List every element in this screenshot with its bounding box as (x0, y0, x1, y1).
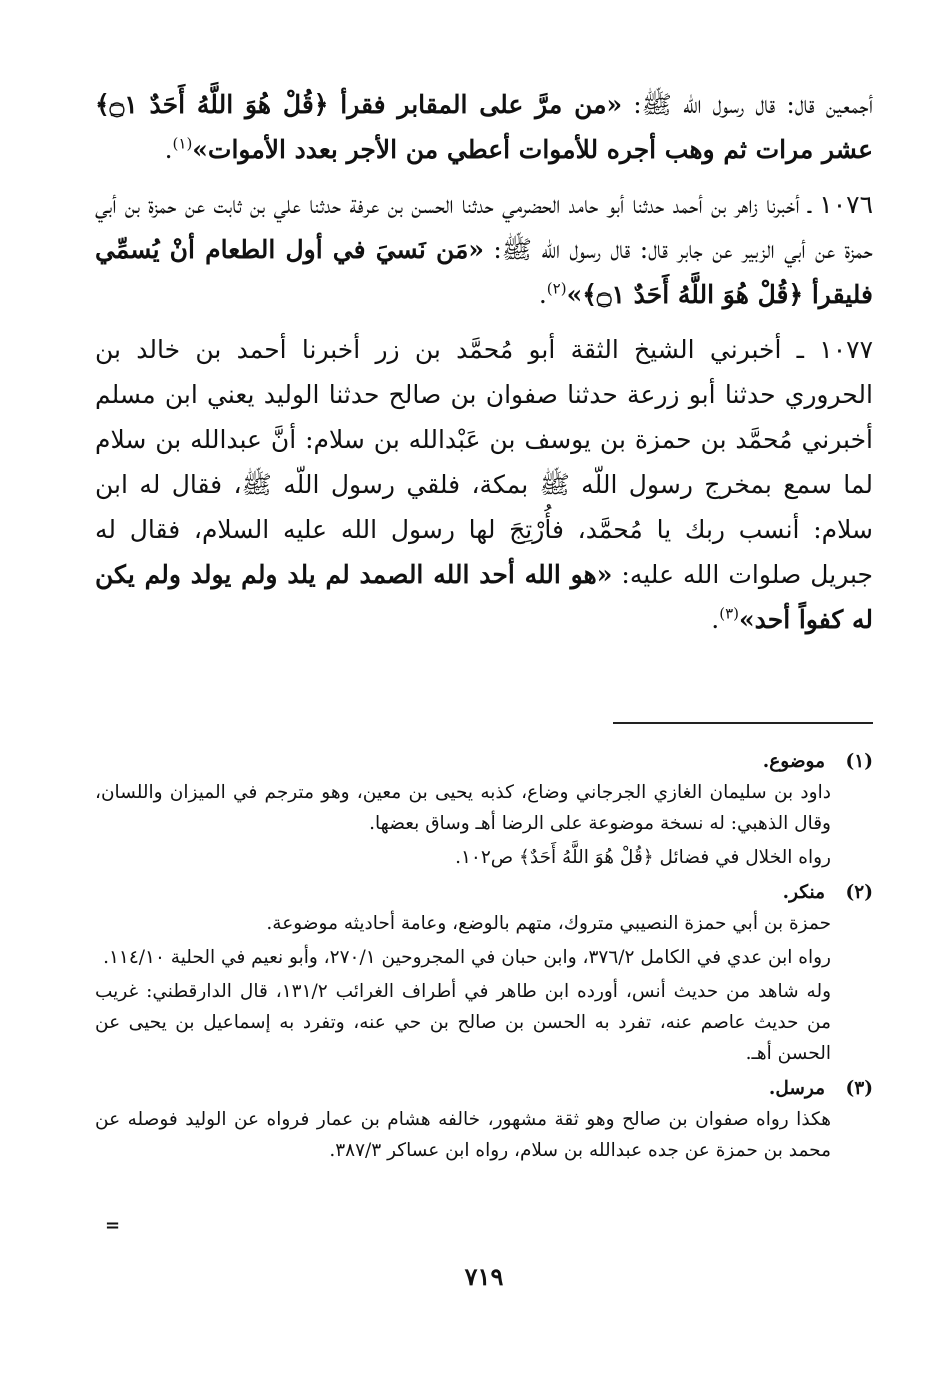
footnotes (95, 742, 873, 1169)
footnote-line: وله شاهد من حديث أنس، أورده ابن طاهر في أطراف الغرائب ١٣١/٢، قال الدارقطني: غريب من حديث عاصم عنه، تفرد به الحسن بن صالح بن حي عنه، وتفرد به إسماعيل بن يحيى عن الحسن أهـ. (95, 981, 832, 1064)
paragraph-1: أجمعين قال: قال رسول اللّه ﷺ: «من مرَّ على المقابر فقرأ ﴿قُلْ هُوَ اللَّهُ أَحَدٌ ۝١﴾ عشر مرات ثم وهب أجره للأموات أعطي من الأجر بعدد الأموات»$^{(١)}$. (95, 90, 873, 164)
footnote-line: رواه ابن عدي في الكامل ٣٧٦/٢، وابن حبان في المجروحين ٢٧٠/١، وأبو نعيم في الحلية ١١٤/١٠. (103, 947, 831, 968)
footnote-ref-3: (٣) (719, 604, 740, 623)
continuation-mark: = (105, 1215, 121, 1236)
hadith-text-1077: «هو الله أحد الله الصمد لم يلد ولم يولد ولم يكن له كفواً أحد» (95, 560, 873, 634)
footnote-line: هكذا رواه صفوان بن صالح وهو ثقة مشهور، خالفه هشام بن عمار فرواه عن الوليد فوصله عن محمد بن حمزة عن جده عبدالله بن سلام، رواه ابن عساكر ٣٨٧/٣. (95, 1109, 831, 1161)
book-page (95, 82, 873, 1342)
paragraph-1077-text: ١٠٧٧ ـ أخبرني الشيخ الثقة أبو مُحمَّد بن زر أخبرنا أحمد بن خالد بن الحروري حدثنا أبو زرعة حدثنا صفوان بن صالح حدثنا الوليد يعني ابن مسلم أخبرني مُحمَّد بن حمزة بن يوسف بن عَبْدالله بن سلام: أنَّ عبدالله بن سلام لما سمع بمخرج رسول اللّه ﷺ بمكة، فلقي رسول اللّه ﷺ، فقال له ابن سلام: أنسب ربك يا مُحمَّد، فأُرْتِجَ لها رسول الله عليه السلام، فقال له جبريل صلوات الله عليه: (95, 335, 873, 589)
page-number: ٧١٩ (464, 1262, 504, 1291)
paragraph-1077: ١٠٧٧ ـ أخبرني الشيخ الثقة أبو مُحمَّد بن زر أخبرنا أحمد بن خالد بن الحروري حدثنا أبو زرعة حدثنا صفوان بن صالح حدثنا الوليد يعني ابن مسلم أخبرني مُحمَّد بن حمزة بن يوسف بن عَبْدالله بن سلام: أنَّ عبدالله بن سلام لما سمع بمخرج رسول اللّه ﷺ بمكة، فلقي رسول اللّه ﷺ، فقال له ابن سلام: أنسب ربك يا مُحمَّد، فأُرْتِجَ لها رسول الله عليه السلام، فقال له جبريل صلوات الله عليه: «هو الله أحد الله الصمد لم يلد ولم يولد ولم يكن له كفواً أحد»$^{(٣)}$. (95, 335, 873, 634)
footnote-3 (95, 1073, 873, 1166)
footnote-verdict: موضوع. (762, 751, 825, 772)
footnote-1 (95, 746, 873, 873)
footnote-line: داود بن سليمان الغازي الجرجاني وضاع، كذبه يحيى بن معين، وهو مترجم في الميزان واللسان، وقال الذهبي: له نسخة موضوعة على الرضا أهـ وساق بعضها. (95, 782, 831, 834)
footnote-number: (١) (845, 751, 873, 772)
footnote-ref-2: (٢) (546, 279, 567, 298)
footnote-number: (٣) (845, 1078, 873, 1099)
hadith-text-1076: «مَن نَسيَ في أول الطعام أنْ يُسمِّي فليقرأ ﴿قُلْ هُوَ اللَّهُ أَحَدٌ ۝١﴾» (95, 235, 873, 309)
footnote-verdict: منكر. (782, 882, 825, 903)
footnote-verdict: مرسل. (768, 1078, 825, 1099)
paragraph-1076: ١٠٧٦ ـ أخبرنا زاهر بن أحمد حدثنا أبو حامد الحضرمي حدثنا الحسن بن عرفة حدثنا علي بن ثابت عن حمزة بن أبي حمزة عن أبي الزبير عن جابر قال: قال رسول اللّه ﷺ: «مَن نَسيَ في أول الطعام أنْ يُسمِّي فليقرأ ﴿قُلْ هُوَ اللَّهُ أَحَدٌ ۝١﴾»$^{(٢)}$. (95, 190, 874, 309)
paragraph-1-text: أجمعين قال: قال رسول اللّه ﷺ: (622, 90, 873, 119)
footnote-separator (613, 722, 873, 724)
footnote-ref-1: (١) (172, 134, 193, 153)
footnote-line: رواه الخلال في فضائل ﴿قُلْ هُوَ اللَّهُ أَحَدٌ﴾ ص١٠٢. (455, 847, 831, 868)
paragraph-1076-text: ١٠٧٦ ـ أخبرنا زاهر بن أحمد حدثنا أبو حامد الحضرمي حدثنا الحسن بن عرفة حدثنا علي بن ثابت عن حمزة بن أبي حمزة عن أبي الزبير عن جابر قال: قال رسول اللّه ﷺ: (95, 190, 874, 264)
footnote-line: حمزة بن أبي حمزة النصيبي متروك، متهم بالوضع، وعامة أحاديثه موضوعة. (266, 913, 831, 934)
hadith-text-1: «من مرَّ على المقابر فقرأ ﴿قُلْ هُوَ اللَّهُ أَحَدٌ ۝١﴾ عشر مرات ثم وهب أجره للأموات أعطي من الأجر بعدد الأموات» (95, 90, 873, 164)
footnote-number: (٢) (845, 882, 873, 903)
footnote-2 (95, 877, 873, 1069)
